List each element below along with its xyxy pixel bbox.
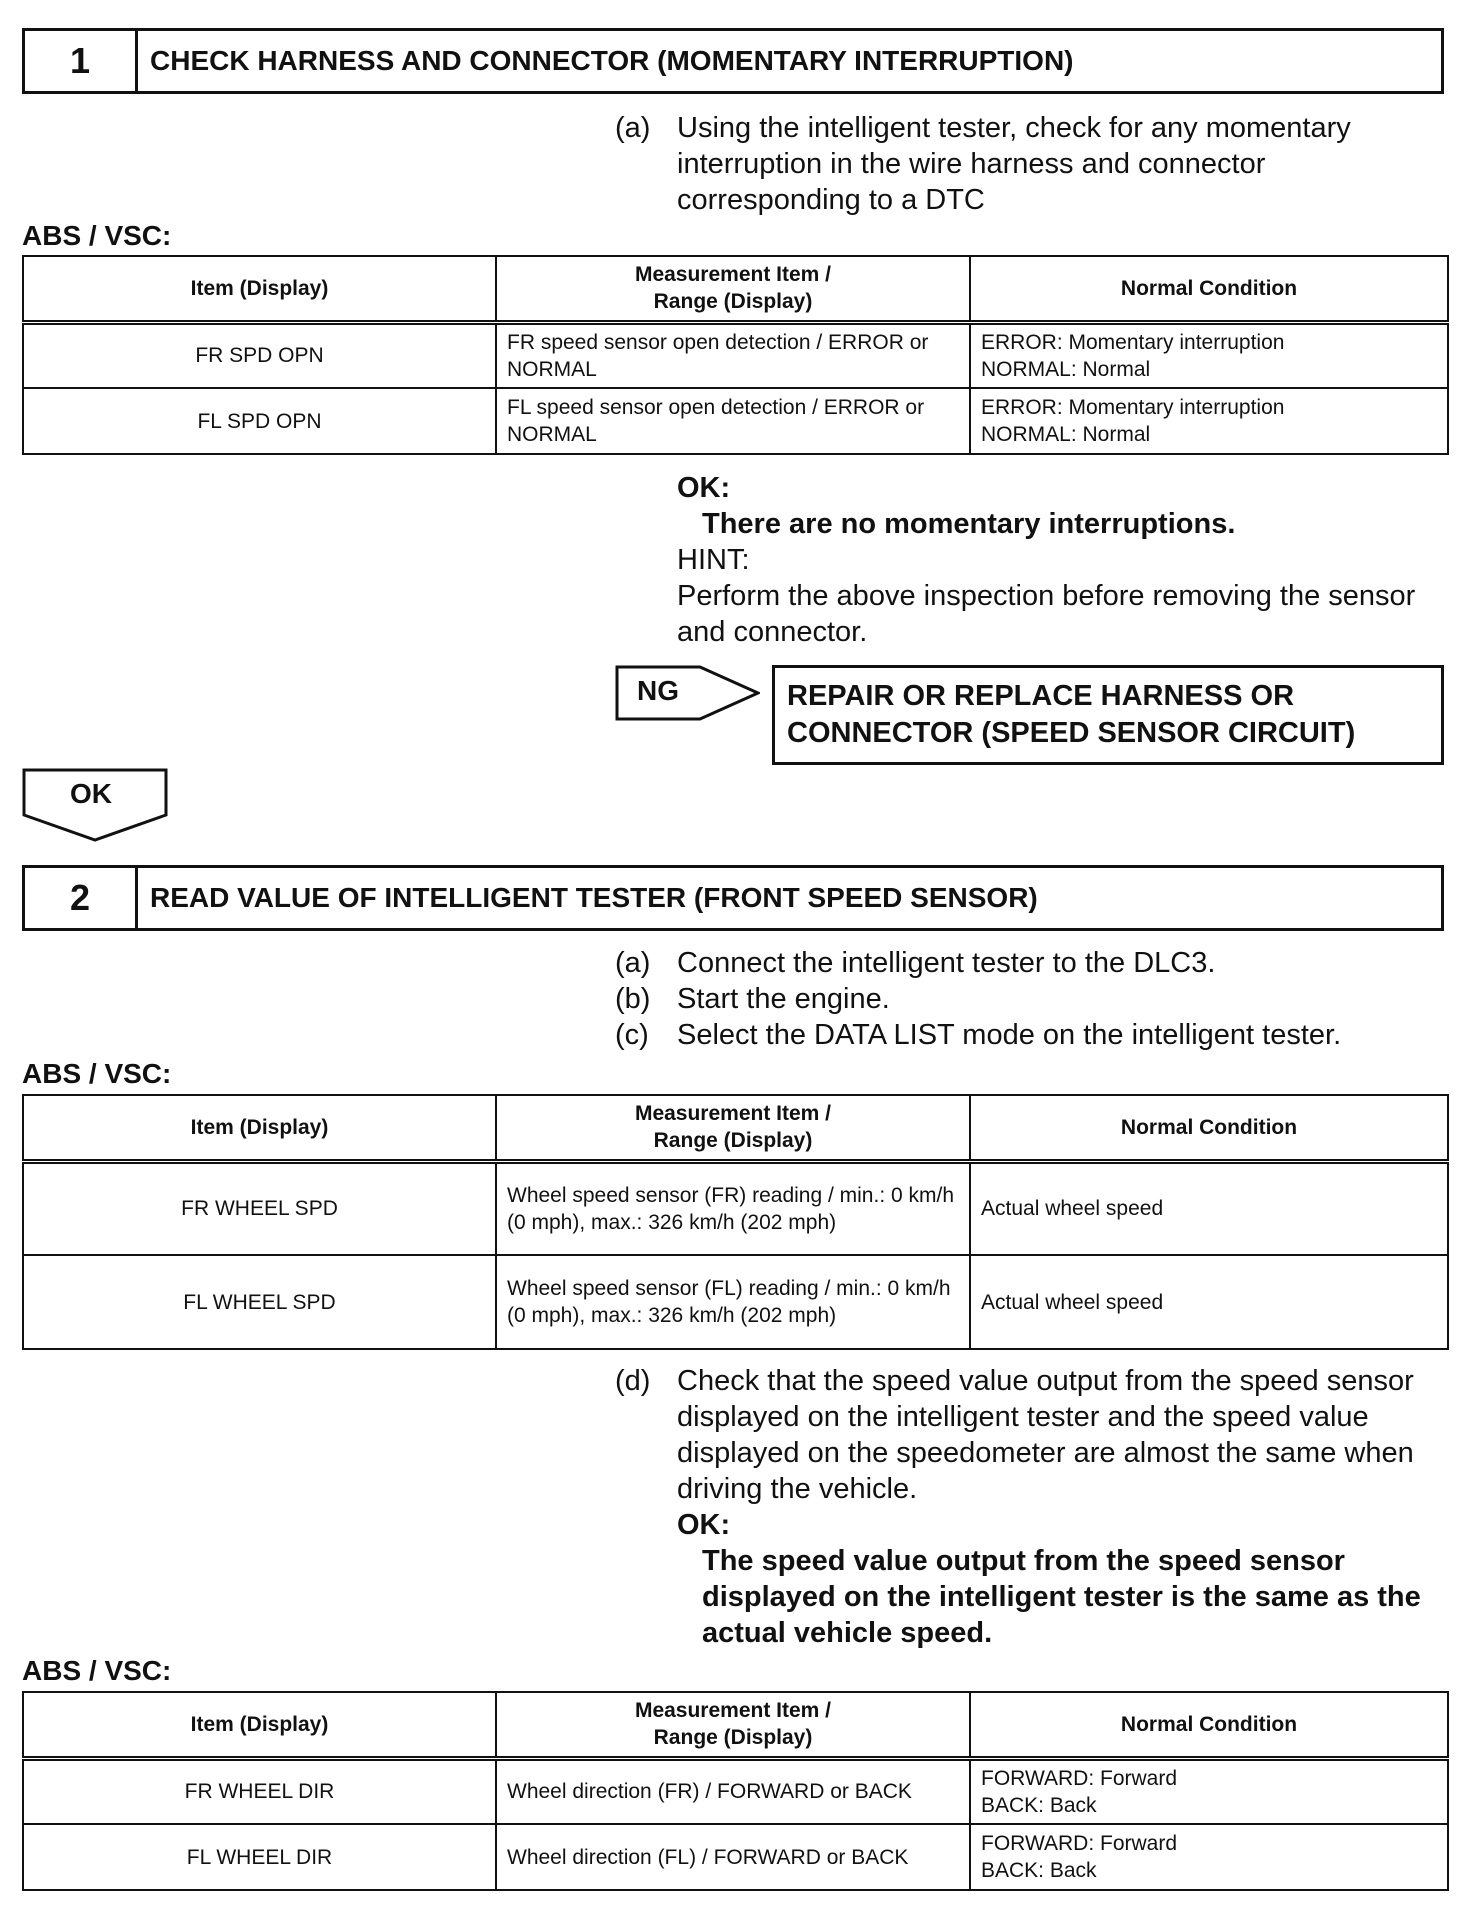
instruction-item — [615, 981, 1445, 1017]
instruction-label: (d) — [615, 1365, 651, 1397]
ng-label: NG — [637, 675, 679, 706]
column-header: Item (Display) — [23, 1692, 496, 1758]
column-header: Measurement Item / Range (Display) — [496, 256, 970, 322]
step-number: 2 — [25, 868, 138, 928]
table-cell: FL speed sensor open detection / ERROR or NORMAL — [496, 388, 970, 454]
hint-text: Perform the above inspection before removing the sensor and connector. — [677, 580, 1416, 648]
ok-text: The speed value output from the speed sensor displayed on the intelligent tester is the same as the actual vehicle speed. — [702, 1545, 1421, 1649]
column-header: Normal Condition — [970, 1692, 1448, 1758]
table-cell: Wheel direction (FR) / FORWARD or BACK — [496, 1758, 970, 1824]
instruction-text: Select the DATA LIST mode on the intelligent tester. — [677, 1019, 1342, 1051]
instruction-label: (c) — [615, 1019, 649, 1051]
table-row — [23, 1255, 1448, 1349]
table-row — [23, 1758, 1448, 1824]
step-1-instructions — [615, 110, 1445, 218]
column-header: Normal Condition — [970, 256, 1448, 322]
step-title: CHECK HARNESS AND CONNECTOR (MOMENTARY INTERRUPTION) — [150, 45, 1074, 76]
step-number: 1 — [25, 31, 138, 91]
table-cell: FL WHEEL SPD — [23, 1255, 496, 1349]
table-section-label: ABS / VSC: — [22, 1058, 172, 1089]
instruction-text: Using the intelligent tester, check for any momentary interruption in the wire harness and connector corresponding to a DTC — [677, 112, 1351, 216]
instruction-label: (b) — [615, 983, 651, 1015]
table-row — [23, 1824, 1448, 1890]
instruction-text: Check that the speed value output from the speed sensor displayed on the intelligent tester and the speed value displayed on the speedometer are almost the same when driving the vehicle. — [677, 1365, 1414, 1505]
step-1-header — [22, 28, 1444, 94]
ok-text: There are no momentary interruptions. — [702, 508, 1236, 540]
table-cell: FL SPD OPN — [23, 388, 496, 454]
table-section-label: ABS / VSC: — [22, 220, 172, 251]
step-2-header — [22, 865, 1444, 931]
step-title: READ VALUE OF INTELLIGENT TESTER (FRONT SPEED SENSOR) — [150, 882, 1038, 913]
step-2-check-block — [615, 1363, 1445, 1651]
ok-label: OK: — [677, 1509, 731, 1541]
instruction-label: (a) — [615, 112, 651, 144]
table-row — [23, 388, 1448, 454]
instruction-item — [615, 1017, 1445, 1053]
instruction-text: Start the engine. — [677, 983, 890, 1015]
table-cell: Wheel speed sensor (FL) reading / min.: 0 km/h (0 mph), max.: 326 km/h (202 mph) — [496, 1255, 970, 1349]
table-cell: FR SPD OPN — [23, 322, 496, 388]
table-cell: Wheel direction (FL) / FORWARD or BACK — [496, 1824, 970, 1890]
ng-action-box: REPAIR OR REPLACE HARNESS OR CONNECTOR (SPEED SENSOR CIRCUIT) — [772, 665, 1444, 765]
table-row — [23, 322, 1448, 388]
column-header: Item (Display) — [23, 256, 496, 322]
table-cell: Wheel speed sensor (FR) reading / min.: 0 km/h (0 mph), max.: 326 km/h (202 mph) — [496, 1161, 970, 1255]
step-1-ok-block — [677, 470, 1447, 650]
table-cell: FORWARD: Forward BACK: Back — [970, 1758, 1448, 1824]
ok-arrow — [22, 768, 168, 842]
table-cell: FL WHEEL DIR — [23, 1824, 496, 1890]
step-1-table — [22, 255, 1449, 455]
instruction-text: Connect the intelligent tester to the DLC3. — [677, 947, 1216, 979]
table-cell: ERROR: Momentary interruption NORMAL: Normal — [970, 388, 1448, 454]
ok-block — [615, 1507, 1445, 1651]
column-header: Normal Condition — [970, 1095, 1448, 1161]
table-cell: FR WHEEL SPD — [23, 1161, 496, 1255]
instruction-label: (a) — [615, 947, 651, 979]
step-2-table — [22, 1094, 1449, 1350]
instruction-item — [615, 945, 1445, 981]
table-cell: FORWARD: Forward BACK: Back — [970, 1824, 1448, 1890]
table-cell: Actual wheel speed — [970, 1255, 1448, 1349]
step-2-instructions — [615, 945, 1445, 1053]
table-row — [23, 1161, 1448, 1255]
column-header: Measurement Item / Range (Display) — [496, 1692, 970, 1758]
column-header: Measurement Item / Range (Display) — [496, 1095, 970, 1161]
table-cell: ERROR: Momentary interruption NORMAL: Normal — [970, 322, 1448, 388]
table-cell: Actual wheel speed — [970, 1161, 1448, 1255]
column-header: Item (Display) — [23, 1095, 496, 1161]
ok-arrow-label: OK — [70, 778, 112, 809]
instruction-item — [615, 1363, 1445, 1507]
ng-arrow — [615, 665, 760, 721]
table-cell: FR speed sensor open detection / ERROR or NORMAL — [496, 322, 970, 388]
hint-label: HINT: — [677, 544, 750, 576]
instruction-item — [615, 110, 1445, 218]
ok-label: OK: — [677, 472, 731, 504]
table-cell: FR WHEEL DIR — [23, 1758, 496, 1824]
step-2-table-direction — [22, 1691, 1449, 1891]
table-section-label: ABS / VSC: — [22, 1655, 172, 1686]
